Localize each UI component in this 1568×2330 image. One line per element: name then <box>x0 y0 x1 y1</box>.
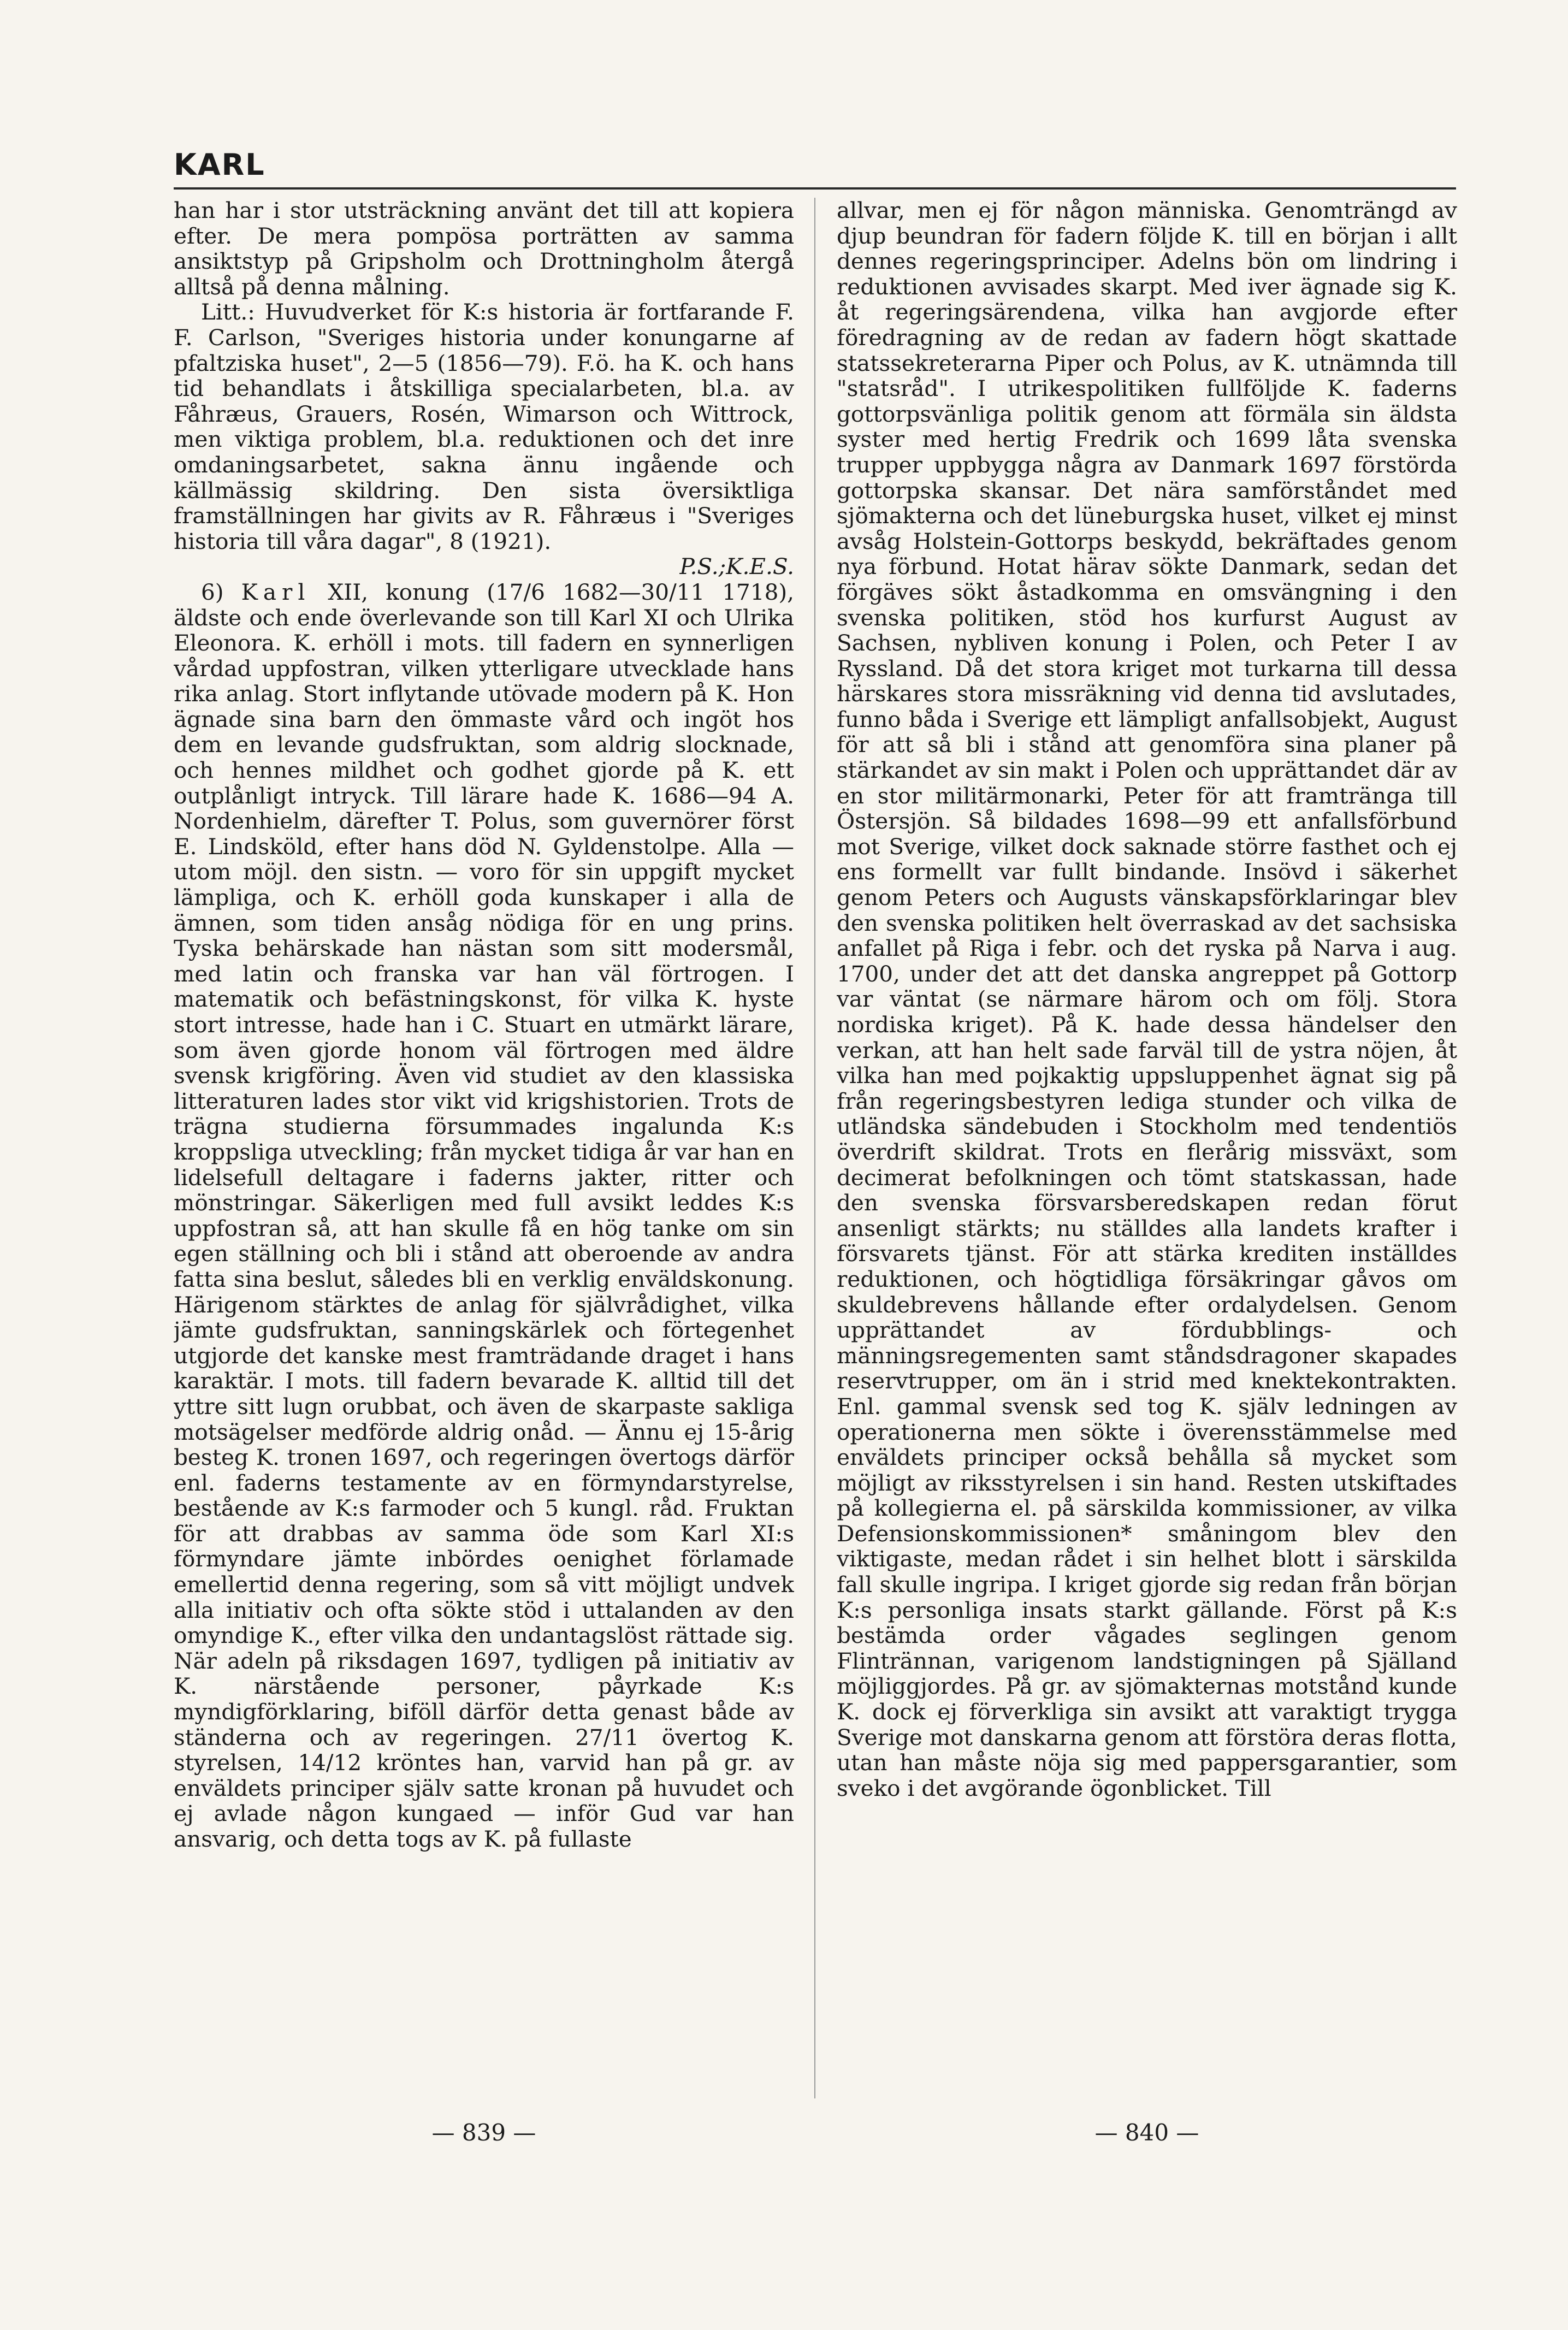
page-number-right: — 840 — <box>1094 2119 1199 2146</box>
left-column <box>174 198 794 2082</box>
page-number-left: — 839 — <box>431 2119 536 2146</box>
header-rule <box>174 187 1456 190</box>
paragraph-literature <box>174 299 794 579</box>
author-signature: P.S.;K.E.S. <box>679 553 794 580</box>
entry-name: Karl <box>241 578 311 605</box>
running-head: KARL <box>174 147 265 182</box>
paragraph-karl-xii <box>174 579 794 1852</box>
entry-text: XII, konung (17/6 1682—30/11 1718), äldste och ende överlevande son till Karl XI och Ulrika Eleonora. K. erhöll i mots. till fadern en synnerligen vårdad uppfostran, vilken ytterligare utvecklade hans rika anlag. Stort inflytande utövade modern på K. Hon ägnade sina barn den ömmaste vård och ingöt hos dem en levande gudsfruktan, som aldrig slocknade, och hennes mildhet och godhet gjorde på K. ett outplånligt intryck. Till lärare hade K. 1686—94 A. Nordenhielm, därefter T. Polus, som guvernörer först E. Lindsköld, efter hans död N. Gyldenstolpe. Alla — utom möjl. den sistn. — voro för sin uppgift mycket lämpliga, och K. erhöll goda kunskaper i alla de ämnen, som tiden ansåg nödiga för en ung prins. Tyska behärskade han nästan som sitt modersmål, med latin och franska var han väl förtrogen. I matematik och befästningskonst, för vilka K. hyste stort intresse, hade han i C. Stuart en utmärkt lärare, som även gjorde honom väl förtrogen med äldre svensk krigföring. Även vid studiet av den klassiska litteraturen lades stor vikt vid krigshistorien. Trots de trägna studierna försummades ingalunda K:s kroppsliga utveckling; från mycket tidiga år var han en lidelsefull deltagare i faderns jakter, ritter och mönstringar. Säkerligen med full avsikt leddes K:s uppfostran så, att han skulle få en hög tanke om sin egen ställning och bli i stånd att oberoende av andra fatta sina beslut, således bli en verklig enväldskonung. Härigenom stärktes de anlag för självrådighet, vilka jämte gudsfruktan, sanningskärlek och förtegenhet utgjorde det kanske mest framträdande draget i hans karaktär. I mots. till fadern bevarade K. alltid till det yttre sitt lugn orubbat, och även de skarpaste sakliga motsägelser medförde aldrig onåd. — Ännu ej 15-årig besteg K. tronen 1697, och regeringen övertogs därför enl. faderns testamente av en förmyndarstyrelse, bestående av K:s farmoder och 5 kungl. råd. Fruktan för att drabbas av samma öde som Karl XI:s förmyndare jämte inbördes oenighet förlamade emellertid denna regering, som så vitt möjligt undvek alla initiativ och ofta sökte stöd i uttalanden av den omyndige K., efter vilka den undantagslöst rättade sig. När adeln på riksdagen 1697, tydligen på initiativ av K. närstående personer, påyrkade K:s myndigförklaring, biföll därför detta genast både av ständerna och av regeringen. 27/11 övertog K. styrelsen, 14/12 kröntes han, varvid han på gr. av enväldets principer själv satte kronan på huvudet och ej avlade någon kungaed — inför Gud var han ansvarig, och detta togs av K. på fullaste <box>174 578 794 1852</box>
column-divider <box>814 198 815 2098</box>
right-column <box>837 198 1457 2071</box>
paragraph-continuation: allvar, men ej för någon människa. Genomträngd av djup beundran för fadern följde K. till en början i allt dennes regeringsprinciper. Adelns bön om lindring i reduktionen avvisades skarpt. Med iver ägnade sig K. åt regeringsärendena, vilka han avgjorde efter föredragning av de redan av fadern högt skattade statssekreterarna Piper och Polus, av K. utnämnda till "statsråd". I utrikespolitiken fullföljde K. faderns gottorpsvänliga politik genom att förmäla sin äldsta syster med hertig Fredrik och 1699 låta svenska trupper uppbygga några av Danmark 1697 förstörda gottorpska skansar. Det nära samförståndet med sjömakterna och det lüneburgska huset, vilket ej minst avsåg Holstein-Gottorps beskydd, bekräftades genom nya förbund. Hotat härav sökte Danmark, sedan det förgäves sökt åstadkomma en omsvängning i den svenska politiken, stöd hos kurfurst August av Sachsen, nybliven konung i Polen, och Peter I av Ryssland. Då det stora kriget mot turkarna till dessa härskares stora missräkning vid denna tid avslutades, funno båda i Sverige ett lämpligt anfallsobjekt, August för att så bli i stånd att genomföra sina planer på stärkandet av sin makt i Polen och upprättandet där av en stor militärmonarki, Peter för att framtränga till Östersjön. Så bildades 1698—99 ett anfallsförbund mot Sverige, vilket dock saknade större fasthet och ej ens formellt var fullt bindande. Insövd i säkerhet genom Peters och Augusts vänskapsförklaringar blev den svenska politiken helt överraskad av det sachsiska anfallet på Riga i febr. och det ryska på Narva i aug. 1700, under det att det danska angreppet på Gottorp var väntat (se närmare härom och om följ. Stora nordiska kriget). På K. hade dessa händelser den verkan, att han helt sade farväl till de ystra nöjen, åt vilka han med pojkaktig uppsluppenhet ägnat sig på från regeringsbestyren lediga stunder och vilka de utländska sändebuden i Stockholm med tendentiös överdrift skildrat. Trots en flerårig missväxt, som decimerat befolkningen och tömt statskassan, hade den svenska försvarsberedskapen redan förut ansenligt stärkts; nu ställdes alla landets krafter i försvarets tjänst. För att stärka krediten inställdes reduktionen, och högtidliga försäkringar gåvos om skuldebrevens hållande efter ordalydelsen. Genom upprättandet av fördubblings- och männingsregementen samt ståndsdragoner skapades reservtrupper, om än i strid med knektekontrakten. Enl. gammal svensk sed tog K. själv ledningen av operationerna men sökte i överensstämmelse med enväldets principer också behålla så mycket som möjligt av riksstyrelsen i sin hand. Resten utskiftades på kollegierna el. på särskilda kommissioner, av vilka Defensionskommissionen* småningom blev den viktigaste, medan rådet i sin helhet blott i särskilda fall skulle ingripa. I kriget gjorde sig redan från början K:s personliga insats starkt gällande. Först på K:s bestämda order vågades seglingen genom Flintrännan, varigenom landstigningen på Själland möjliggjordes. På gr. av sjömakternas motstånd kunde K. dock ej förverkliga sin avsikt att varaktigt trygga Sverige mot danskarna genom att förstöra deras flotta, utan han måste nöja sig med pappersgarantier, som sveko i det avgörande ögonblicket. Till <box>837 198 1457 1801</box>
literature-text: Litt.: Huvudverket för K:s historia är fortfarande F. F. Carlson, "Sveriges historia under konungarne af pfaltziska huset", 2—5 (1856—79). F.ö. ha K. och hans tid behandlats i åtskilliga specialarbeten, bl.a. av Fåhræus, Grauers, Rosén, Wimarson och Wittrock, men viktiga problem, bl.a. reduktionen och det inre omdaningsarbetet, sakna ännu ingående och källmässig skildring. Den sista översiktliga framställningen har givits av R. Fåhræus i "Sveriges historia till våra dagar", 8 (1921). <box>174 299 794 554</box>
entry-number: 6) <box>201 578 224 605</box>
paragraph-portrait-note: han har i stor utsträckning använt det till att kopiera efter. De mera pompösa porträtten av samma ansiktstyp på Gripsholm och Drottningholm återgå alltså på denna målning. <box>174 198 794 300</box>
